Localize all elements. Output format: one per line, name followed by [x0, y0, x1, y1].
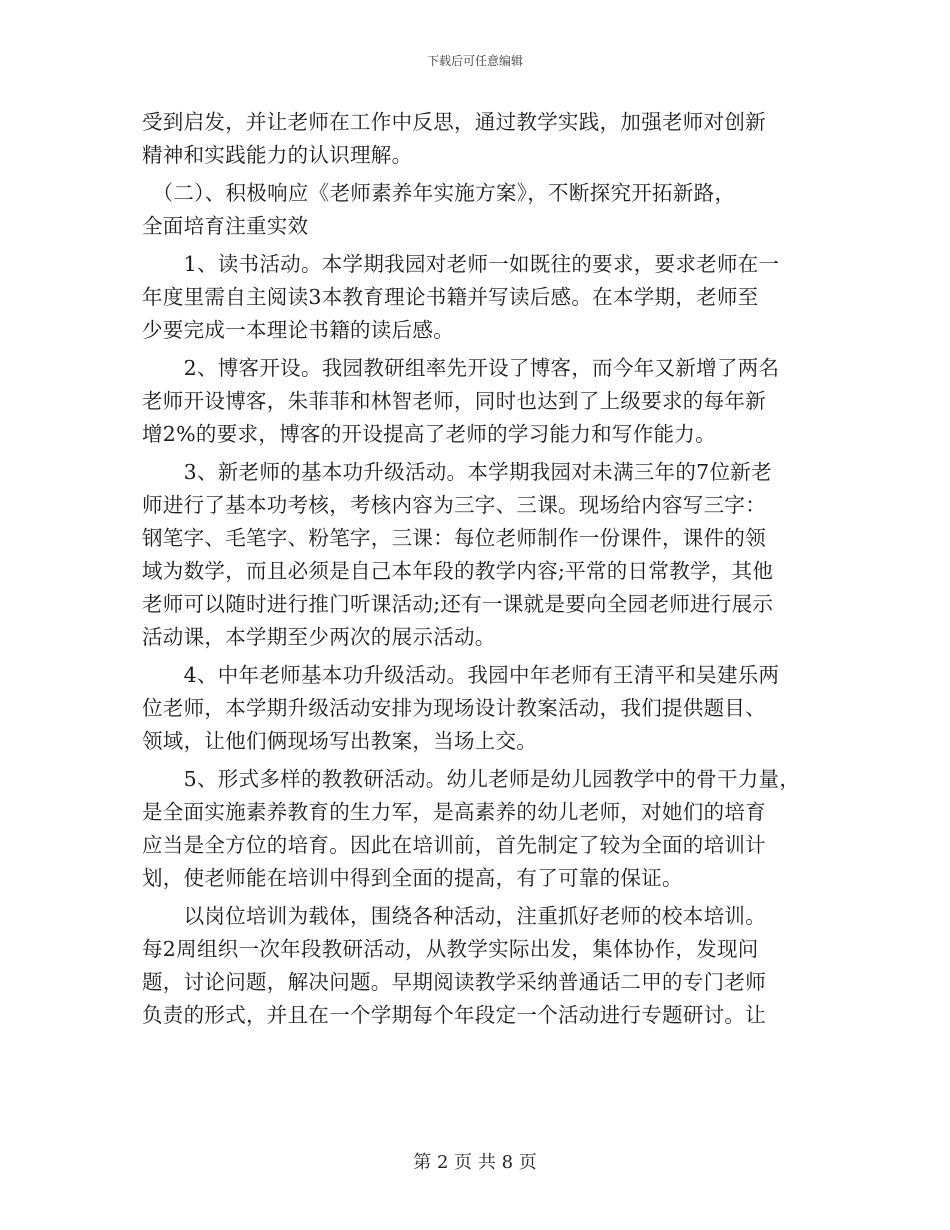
text-line: 年度里需自主阅读3本教育理论书籍并写读后感。在本学期，老师至 [142, 285, 759, 309]
text-line: 增2%的要求，博客的开设提高了老师的学习能力和写作能力。 [142, 422, 716, 446]
text-line: 负责的形式，并且在一个学期每个年段定一个活动进行专题研讨。让 [142, 1003, 766, 1027]
document-body [142, 106, 832, 1032]
text-line: 老师开设博客，朱菲菲和林智老师，同时也达到了上级要求的每年新 [142, 389, 766, 413]
text-line: 2、博客开设。我园教研组率先开设了博客，而今年又新增了两名 [142, 356, 780, 380]
text-line: 3、新老师的基本功升级活动。本学期我园对未满三年的7位新老 [142, 460, 772, 484]
text-line: 1、读书活动。本学期我园对老师一如既往的要求，要求老师在一 [142, 252, 780, 276]
text-line: 老师可以随时进行推门听课活动;还有一课就是要向全园老师进行展示 [142, 592, 774, 616]
text-line: 钢笔字、毛笔字、粉笔字，三课：每位老师制作一份课件，课件的领 [142, 526, 766, 550]
text-line: 域为数学，而且必须是自己本年段的教学内容;平常的日常教学，其他 [142, 559, 774, 583]
text-line: 5、形式多样的教教研活动。幼儿老师是幼儿园教学中的骨干力量， [142, 767, 801, 791]
text-line: 活动课，本学期至少两次的展示活动。 [142, 625, 496, 649]
section-heading: （二）、积极响应《老师素养年实施方案》，不断探究开拓新路， [142, 181, 736, 205]
text-line: 每2周组织一次年段教研活动，从教学实际出发，集体协作，发现问 [142, 937, 759, 961]
text-line: 师进行了基本功考核，考核内容为三字、三课。现场给内容写三字： [142, 493, 766, 517]
text-line: 少要完成一本理论书籍的读后感。 [142, 318, 454, 342]
section-heading: 全面培育注重实效 [142, 214, 309, 238]
text-line: 是全面实施素养教育的生力军，是高素养的幼儿老师，对她们的培育 [142, 800, 766, 824]
text-line: 题，讨论问题，解决问题。早期阅读教学采纳普通话二甲的专门老师 [142, 970, 766, 994]
page-header-note: 下载后可任意编辑 [426, 54, 523, 68]
text-line: 以岗位培训为载体，围绕各种活动，注重抓好老师的校本培训。 [142, 904, 766, 928]
text-line: 精神和实践能力的认识理解。 [142, 143, 413, 167]
text-line: 领域，让他们俩现场写出教案，当场上交。 [142, 729, 538, 753]
text-line: 4、中年老师基本功升级活动。我园中年老师有王清平和吴建乐两 [142, 663, 780, 687]
text-line: 位老师，本学期升级活动安排为现场设计教案活动，我们提供题目、 [142, 696, 766, 720]
page-number: 第 2 页 共 8 页 [413, 1152, 537, 1173]
text-line: 受到启发，并让老师在工作中反思，通过教学实践，加强老师对创新 [142, 110, 766, 134]
text-line: 划，使老师能在培训中得到全面的提高，有了可靠的保证。 [142, 866, 683, 890]
text-line: 应当是全方位的培育。因此在培训前，首先制定了较为全面的培训计 [142, 833, 766, 857]
